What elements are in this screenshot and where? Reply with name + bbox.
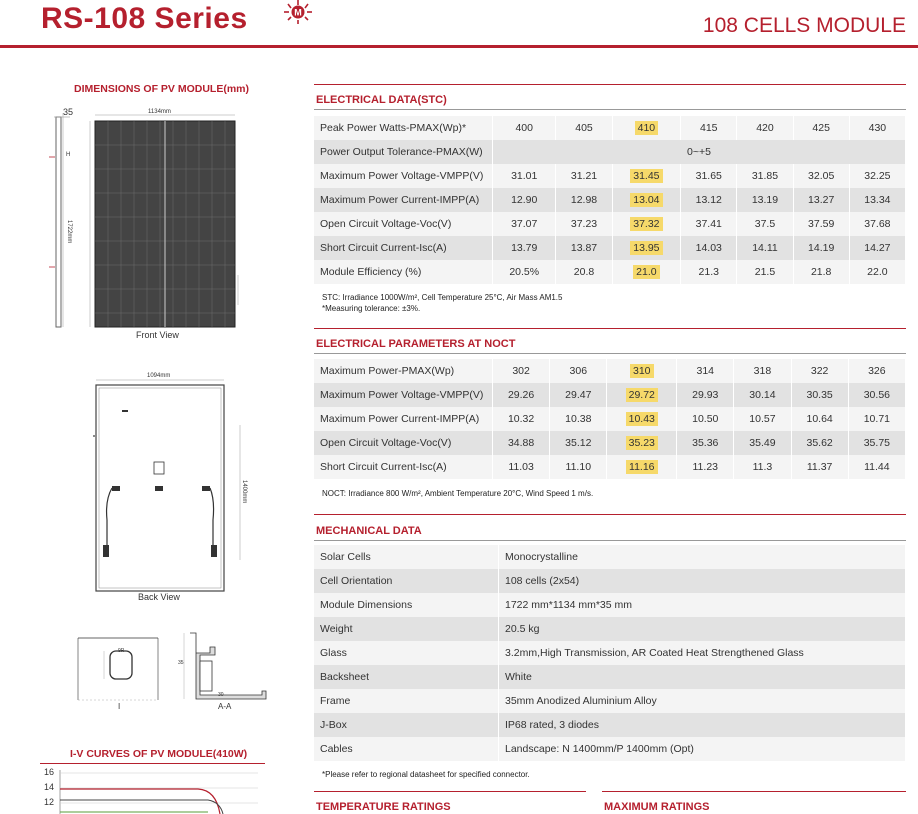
table-cell: 21.5 xyxy=(737,260,793,284)
table-row xyxy=(314,455,906,479)
mech-label: Module Dimensions xyxy=(314,593,499,617)
table-cell: 37.5 xyxy=(737,212,793,236)
table-cell: 302 xyxy=(493,359,550,383)
table-cell: 31.85 xyxy=(737,164,793,188)
table-row xyxy=(314,212,906,236)
stc-tolerance-label: Power Output Tolerance-PMAX(W) xyxy=(314,140,493,164)
table-row xyxy=(314,140,906,164)
table-cell: 35.36 xyxy=(677,431,734,455)
table-row xyxy=(314,737,906,761)
mech-label: Glass xyxy=(314,641,499,665)
table-cell: 31.21 xyxy=(556,164,612,188)
table-cell: 31.01 xyxy=(493,164,556,188)
back-view-drawing xyxy=(85,370,255,600)
dimensions-title: DIMENSIONS OF PV MODULE(mm) xyxy=(74,83,250,95)
table-cell: 405 xyxy=(556,116,612,140)
stc-note-line2: *Measuring tolerance: ±3%. xyxy=(322,304,421,313)
table-cell: 420 xyxy=(737,116,793,140)
stc-vmpp-label: Maximum Power Voltage-VMPP(V) xyxy=(314,164,493,188)
mech-value: White xyxy=(499,665,906,689)
table-cell: 306 xyxy=(550,359,607,383)
table-cell: 32.05 xyxy=(793,164,849,188)
iv-tick-16: 16 xyxy=(44,767,55,777)
highlight-cell: 35.23 xyxy=(626,436,658,450)
table-cell: 10.64 xyxy=(791,407,848,431)
table-cell: 12.90 xyxy=(493,188,556,212)
iv-curves-title: I-V CURVES OF PV MODULE(410W) xyxy=(70,748,248,760)
table-cell: 29.47 xyxy=(550,383,607,407)
mech-note: *Please refer to regional datasheet for specified connector. xyxy=(322,770,530,779)
mech-label: Cables xyxy=(314,737,499,761)
highlight-cell: 410 xyxy=(635,121,659,135)
table-cell: 10.38 xyxy=(550,407,607,431)
stc-tolerance-value: 0~+5 xyxy=(493,140,906,164)
table-row xyxy=(314,164,906,188)
highlight-cell: 21.0 xyxy=(633,265,659,279)
table-cell: 10.71 xyxy=(848,407,905,431)
detail-dim1-label: 35 xyxy=(178,660,184,666)
back-height-label: 1400mm xyxy=(241,480,247,504)
detail-mark-label: 9R xyxy=(118,648,125,654)
table-row xyxy=(314,407,906,431)
table-cell: 11.03 xyxy=(493,455,550,479)
front-view-label: Front View xyxy=(136,330,179,340)
table-cell: 37.59 xyxy=(793,212,849,236)
mech-title-rule xyxy=(314,540,906,541)
noct-vmpp-label: Maximum Power Voltage-VMPP(V) xyxy=(314,383,493,407)
table-row xyxy=(314,260,906,284)
table-cell: 13.34 xyxy=(849,188,905,212)
table-cell: 415 xyxy=(681,116,737,140)
noct-title-rule xyxy=(314,353,906,354)
table-row xyxy=(314,569,906,593)
front-h-mark: H xyxy=(66,152,71,158)
iv-title-rule xyxy=(40,763,265,764)
table-cell: 29.26 xyxy=(493,383,550,407)
highlight-cell: 31.45 xyxy=(630,169,662,183)
highlight-cell: 11.16 xyxy=(626,460,658,474)
table-row xyxy=(314,359,906,383)
mech-value: 20.5 kg xyxy=(499,617,906,641)
table-row xyxy=(314,236,906,260)
table-cell: 322 xyxy=(791,359,848,383)
table-cell: 11.44 xyxy=(848,455,905,479)
table-cell: 37.68 xyxy=(849,212,905,236)
table-cell: 20.5% xyxy=(493,260,556,284)
table-row xyxy=(314,188,906,212)
highlight-cell: 13.04 xyxy=(630,193,662,207)
mech-value: 108 cells (2x54) xyxy=(499,569,906,593)
mech-value: Landscape: N 1400mm/P 1400mm (Opt) xyxy=(499,737,906,761)
mech-label: Weight xyxy=(314,617,499,641)
table-cell: 12.98 xyxy=(556,188,612,212)
stc-note-line1: STC: Irradiance 1000W/m², Cell Temperature 25°C, Air Mass AM1.5 xyxy=(322,293,563,302)
table-cell: 13.79 xyxy=(493,236,556,260)
noct-note: NOCT: Irradiance 800 W/m², Ambient Temperature 20°C, Wind Speed 1 m/s. xyxy=(322,489,594,498)
mech-top-rule xyxy=(314,514,906,515)
table-cell: 13.19 xyxy=(737,188,793,212)
table-cell: 30.14 xyxy=(734,383,791,407)
table-cell: 14.11 xyxy=(737,236,793,260)
table-cell: 32.25 xyxy=(849,164,905,188)
mech-value: 3.2mm,High Transmission, AR Coated Heat Strengthened Glass xyxy=(499,641,906,665)
table-cell: 11.37 xyxy=(791,455,848,479)
table-cell: 31.65 xyxy=(681,164,737,188)
detail-i-label: I xyxy=(118,702,121,711)
back-view-label: Back View xyxy=(138,592,180,602)
series-title-text: RS-108 Series xyxy=(41,2,248,35)
table-row xyxy=(314,383,906,407)
mech-value: 1722 mm*1134 mm*35 mm xyxy=(499,593,906,617)
table-cell: 21.3 xyxy=(681,260,737,284)
iv-tick-14: 14 xyxy=(44,782,55,792)
table-cell: 400 xyxy=(493,116,556,140)
temp-top-rule xyxy=(314,791,586,792)
iv-curves-plot xyxy=(58,770,258,814)
table-cell: 30.56 xyxy=(848,383,905,407)
mech-label: J-Box xyxy=(314,713,499,737)
table-cell: 10.32 xyxy=(493,407,550,431)
table-cell: 13.27 xyxy=(793,188,849,212)
table-cell: 11.10 xyxy=(550,455,607,479)
stc-isc-label: Short Circuit Current-Isc(A) xyxy=(314,236,493,260)
noct-impp-label: Maximum Power Current-IMPP(A) xyxy=(314,407,493,431)
table-row xyxy=(314,665,906,689)
depth-label: 35 xyxy=(63,107,74,117)
stc-impp-label: Maximum Power Current-IMPP(A) xyxy=(314,188,493,212)
table-row xyxy=(314,713,906,737)
sun-badge-icon xyxy=(282,0,314,28)
table-cell: 37.07 xyxy=(493,212,556,236)
stc-pmax-label: Peak Power Watts-PMAX(Wp)* xyxy=(314,116,493,140)
table-row xyxy=(314,641,906,665)
highlight-cell: 37.32 xyxy=(630,217,662,231)
table-cell: 11.23 xyxy=(677,455,734,479)
table-cell: 35.62 xyxy=(791,431,848,455)
iv-tick-12: 12 xyxy=(44,797,55,807)
back-width-label: 1094mm xyxy=(147,373,171,379)
table-cell: 14.27 xyxy=(849,236,905,260)
table-row xyxy=(314,617,906,641)
noct-title: ELECTRICAL PARAMETERS AT NOCT xyxy=(316,338,516,350)
noct-isc-label: Short Circuit Current-Isc(A) xyxy=(314,455,493,479)
badge-letter: M xyxy=(294,7,302,18)
max-ratings-title: MAXIMUM RATINGS xyxy=(604,801,710,813)
stc-efficiency-label: Module Efficiency (%) xyxy=(314,260,493,284)
stc-note xyxy=(322,292,562,314)
front-height-label: 1722mm xyxy=(66,220,72,244)
highlight-cell: 13.95 xyxy=(630,241,662,255)
table-cell: 425 xyxy=(793,116,849,140)
max-top-rule xyxy=(602,791,906,792)
table-cell: 10.57 xyxy=(734,407,791,431)
mech-label: Cell Orientation xyxy=(314,569,499,593)
header-subtitle: 108 CELLS MODULE xyxy=(702,14,906,37)
stc-title-rule xyxy=(314,109,906,110)
table-row xyxy=(314,545,906,569)
table-cell: 21.8 xyxy=(793,260,849,284)
header-rule xyxy=(0,45,918,48)
highlight-cell: 10.43 xyxy=(626,412,658,426)
temp-ratings-title: TEMPERATURE RATINGS xyxy=(316,801,451,813)
table-cell: 22.0 xyxy=(849,260,905,284)
detail-dim2-label: 30 xyxy=(218,692,224,698)
front-width-label: 1134mm xyxy=(148,109,171,115)
highlight-cell: 29.72 xyxy=(626,388,658,402)
table-cell: 14.03 xyxy=(681,236,737,260)
table-cell: 430 xyxy=(849,116,905,140)
table-cell: 35.12 xyxy=(550,431,607,455)
mech-value: 35mm Anodized Aluminium Alloy xyxy=(499,689,906,713)
detail-aa-label: A-A xyxy=(218,702,232,711)
highlight-cell: 310 xyxy=(630,364,654,378)
mech-label: Solar Cells xyxy=(314,545,499,569)
mech-title: MECHANICAL DATA xyxy=(316,525,422,537)
table-cell: 20.8 xyxy=(556,260,612,284)
table-cell: 13.12 xyxy=(681,188,737,212)
table-cell: 30.35 xyxy=(791,383,848,407)
table-row xyxy=(314,116,906,140)
table-cell: 318 xyxy=(734,359,791,383)
table-row xyxy=(314,431,906,455)
noct-table xyxy=(314,359,906,479)
table-cell: 34.88 xyxy=(493,431,550,455)
noct-voc-label: Open Circuit Voltage-Voc(V) xyxy=(314,431,493,455)
mech-table xyxy=(314,545,906,761)
mech-label: Frame xyxy=(314,689,499,713)
frame-detail-drawing xyxy=(70,625,270,710)
table-cell: 35.75 xyxy=(848,431,905,455)
stc-title: ELECTRICAL DATA(STC) xyxy=(316,94,447,106)
table-row xyxy=(314,689,906,713)
table-cell: 11.3 xyxy=(734,455,791,479)
noct-pmax-label: Maximum Power-PMAX(Wp) xyxy=(314,359,493,383)
table-cell: 13.87 xyxy=(556,236,612,260)
table-cell: 326 xyxy=(848,359,905,383)
noct-top-rule xyxy=(314,328,906,329)
stc-top-rule xyxy=(314,84,906,85)
table-cell: 29.93 xyxy=(677,383,734,407)
series-title xyxy=(41,2,248,36)
stc-voc-label: Open Circuit Voltage-Voc(V) xyxy=(314,212,493,236)
table-cell: 35.49 xyxy=(734,431,791,455)
table-cell: 10.50 xyxy=(677,407,734,431)
table-cell: 314 xyxy=(677,359,734,383)
table-row xyxy=(314,593,906,617)
mech-value: Monocrystalline xyxy=(499,545,906,569)
table-cell: 37.41 xyxy=(681,212,737,236)
table-cell: 14.19 xyxy=(793,236,849,260)
stc-table xyxy=(314,116,906,284)
mech-label: Backsheet xyxy=(314,665,499,689)
mech-value: IP68 rated, 3 diodes xyxy=(499,713,906,737)
table-cell: 37.23 xyxy=(556,212,612,236)
